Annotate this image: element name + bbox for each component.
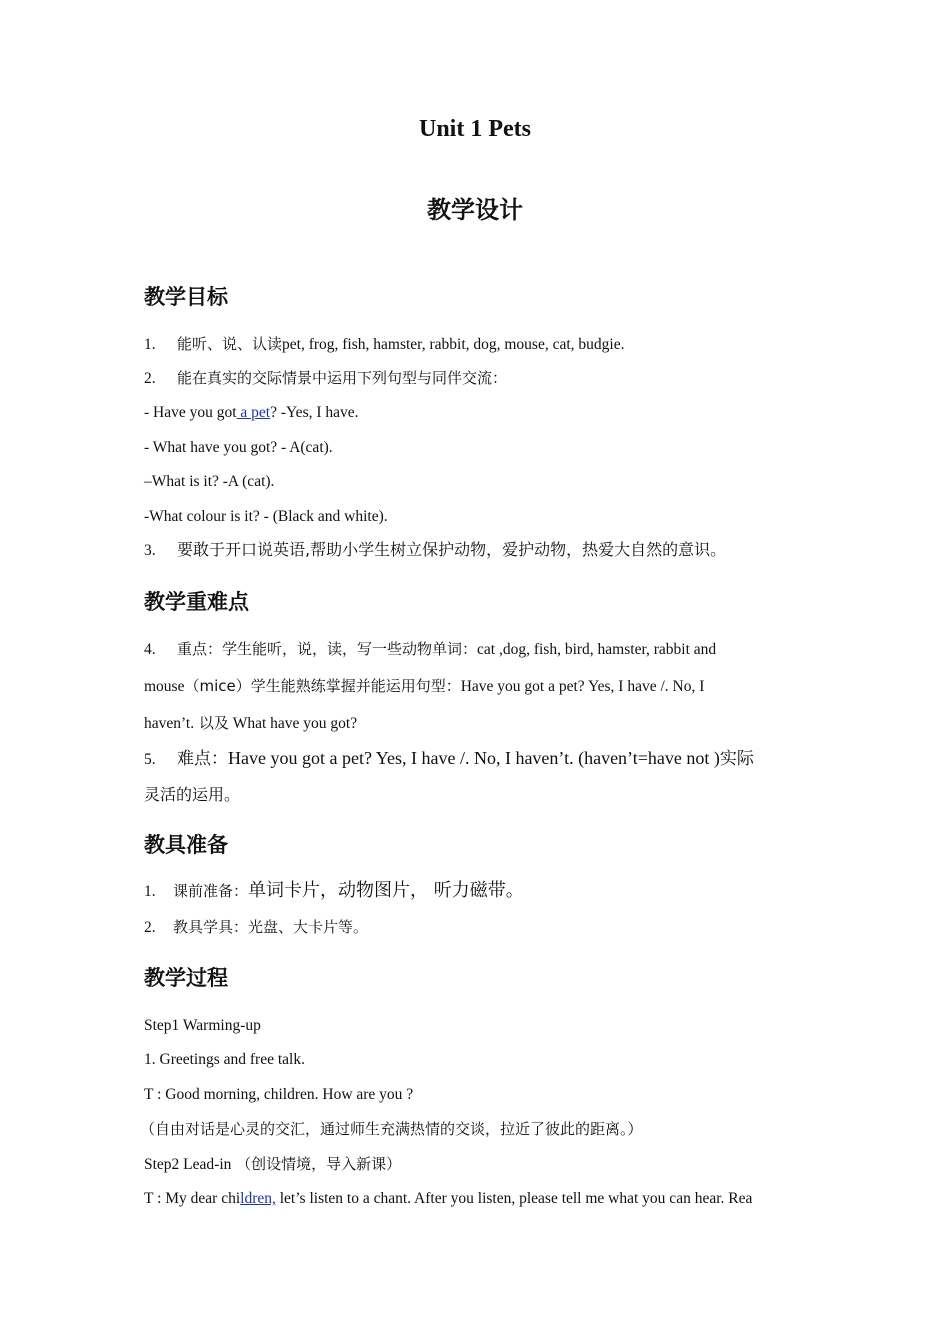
note-chinese: （自由对话是心灵的交汇，通过师生充满热情的交谈，拉近了彼此的距离。） bbox=[140, 1120, 643, 1138]
materials-chinese: 教具学具：光盘、大卡片等。 bbox=[173, 918, 369, 936]
section-heading-key-points: 教学重难点 bbox=[144, 590, 249, 614]
key-point-chinese: （mice）学生能熟练掌握并能运用句型： bbox=[184, 677, 461, 695]
difficult-point-chinese: 灵活的运用。 bbox=[144, 785, 241, 804]
key-point-item-4-line-2 bbox=[144, 676, 704, 697]
list-number: 1. bbox=[144, 883, 156, 900]
dialogue-text: ? -Yes, I have. bbox=[270, 404, 359, 421]
key-point-english: What have you got? bbox=[228, 715, 358, 732]
key-point-english: Have you got a pet? Yes, I have /. No, I bbox=[460, 678, 705, 695]
step-1-title: Step1 Warming-up bbox=[144, 1017, 261, 1034]
section-heading-process: 教学过程 bbox=[144, 966, 228, 990]
list-number: 2. bbox=[144, 919, 156, 936]
section-heading-materials: 教具准备 bbox=[144, 833, 228, 857]
key-point-english: cat ,dog, fish, bird, hamster, rabbit and bbox=[477, 641, 717, 658]
objective-1-chinese: 能听、说、认读 bbox=[177, 335, 283, 353]
materials-chinese: 课前准备： bbox=[173, 882, 249, 900]
materials-chinese-large: 单词卡片，动物图片， 听力磁带。 bbox=[248, 880, 524, 901]
difficult-point-chinese: 难点： bbox=[177, 749, 228, 769]
list-number: 2. bbox=[144, 370, 156, 387]
dialogue-line-3: –What is it? -A (cat). bbox=[144, 473, 275, 490]
key-point-chinese: 以及 bbox=[194, 714, 229, 732]
step-2-chinese: （创设情境，导入新课） bbox=[231, 1155, 402, 1173]
list-number: 1. bbox=[144, 336, 156, 353]
greetings-line: 1. Greetings and free talk. bbox=[144, 1051, 305, 1068]
objective-item-2 bbox=[144, 368, 507, 389]
list-number: 5. bbox=[144, 751, 156, 768]
section-heading-objectives: 教学目标 bbox=[144, 285, 228, 309]
hyperlink-a-pet[interactable]: a pet bbox=[236, 404, 271, 421]
list-number: 4. bbox=[144, 641, 156, 658]
difficult-point-item-5 bbox=[144, 748, 754, 770]
step-2-title bbox=[144, 1154, 401, 1175]
dialogue-line-2: - What have you got? - A(cat). bbox=[144, 439, 333, 456]
key-point-english: haven’t. bbox=[144, 715, 195, 732]
objective-item-3 bbox=[144, 540, 726, 561]
dialogue-text: - Have you got bbox=[144, 404, 237, 421]
step-2-english: Step2 Lead-in bbox=[144, 1156, 232, 1173]
difficult-point-item-5-line-2 bbox=[144, 785, 240, 806]
key-point-english: mouse bbox=[144, 678, 185, 695]
list-number: 3. bbox=[144, 542, 156, 559]
hyperlink-children[interactable]: ldren, bbox=[240, 1190, 276, 1207]
teacher-text: let’s listen to a chant. After you listen, please tell me what you can hear. Rea bbox=[275, 1190, 753, 1207]
key-point-chinese: 重点：学生能听，说，读，写一些动物单词： bbox=[177, 640, 478, 658]
dialogue-line-4: -What colour is it? - (Black and white). bbox=[144, 508, 388, 525]
note-line bbox=[140, 1119, 643, 1140]
document-title: Unit 1 Pets bbox=[419, 116, 531, 142]
teacher-text: T : My dear chi bbox=[144, 1190, 241, 1207]
materials-item-1 bbox=[144, 881, 524, 902]
materials-item-2 bbox=[144, 917, 368, 938]
key-point-item-4 bbox=[144, 639, 716, 660]
difficult-point-english: Have you got a pet? Yes, I have /. No, I haven’t. (haven’t=have not ) bbox=[228, 748, 720, 768]
key-point-item-4-line-3 bbox=[144, 713, 357, 734]
dialogue-line-1 bbox=[144, 403, 359, 423]
objective-1-english: pet, frog, fish, hamster, rabbit, dog, mouse, cat, budgie. bbox=[282, 336, 625, 353]
objective-item-1 bbox=[144, 334, 624, 355]
document-subtitle: 教学设计 bbox=[427, 196, 523, 224]
objective-2-chinese: 能在真实的交际情景中运用下列句型与同伴交流： bbox=[177, 369, 508, 387]
difficult-point-chinese: 实际 bbox=[719, 749, 754, 769]
teacher-line-1: T : Good morning, children. How are you ? bbox=[144, 1086, 414, 1103]
teacher-line-2 bbox=[144, 1189, 752, 1209]
objective-3-chinese: 要敢于开口说英语,帮助小学生树立保护动物，爱护动物，热爱大自然的意识。 bbox=[177, 540, 727, 559]
